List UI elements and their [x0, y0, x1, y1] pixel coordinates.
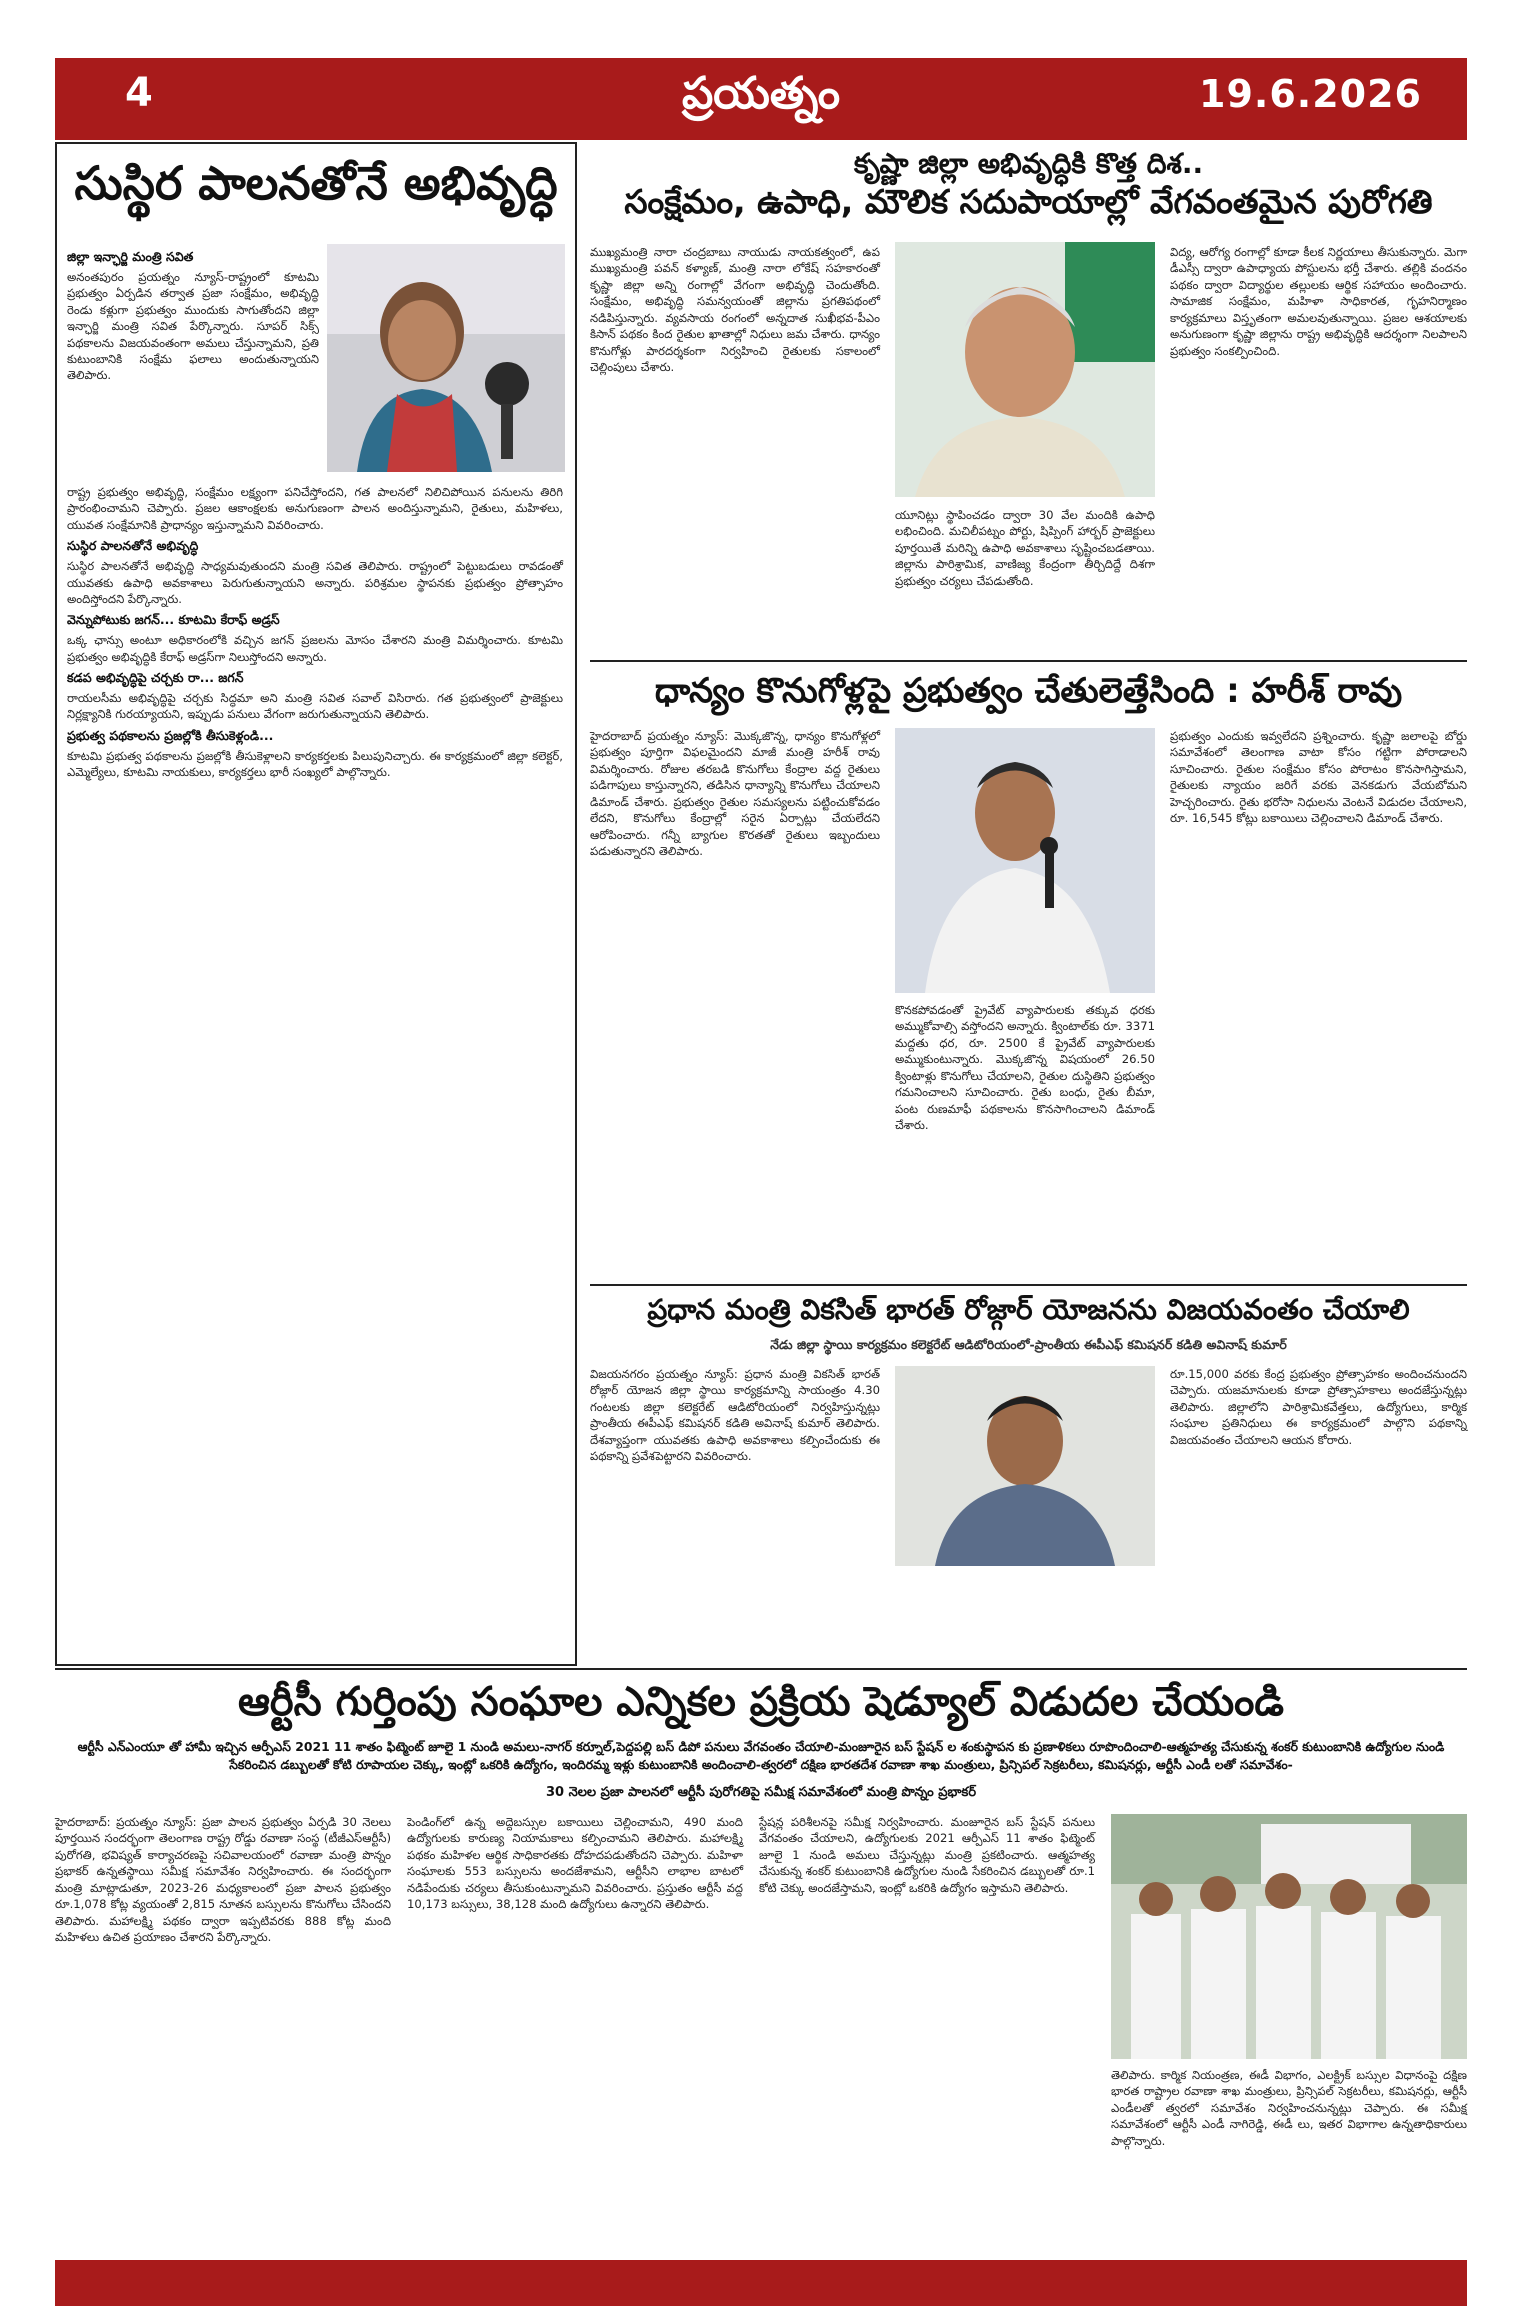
- article-column: ప్రభుత్వం ఎందుకు ఇవ్వలేదని ప్రశ్నించారు. కృష్ణా జలాలపై బోర్డు సమావేశంలో తెలంగాణ వాటా కోసం గట్టిగా పోరాడాలని సూచించారు. రైతుల సంక్షేమం కోసం పోరాటం కొనసాగిస్తామని, రైతులకు న్యాయం జరిగే వరకు వెనకడుగు వేయబోమని హెచ్చరించారు. రైతు భరోసా నిధులను వెంటనే విడుదల చేయాలని, రూ. 16,545 కోట్లు బకాయిలు చెల్లించాలని డిమాండ్ చేశారు.: [1170, 729, 1467, 826]
- article-column: తెలిపారు. కార్మిక నియంత్రణ, ఈడీ విభాగం, ఎలక్ట్రిక్ బస్సుల విధానంపై దక్షిణ భారత రాష్ట్రాల రవాణా శాఖ మంత్రులు, ప్రిన్సిపల్ సెక్రటరీలు, కమిషనర్లు, ఆర్టీసీ ఎండీలతో త్వరలో సమావేశం నిర్వహించనున్నట్లు చెప్పారు. ఈ సమీక్ష సమావేశంలో ఆర్టీసీ ఎండీ నాగిరెడ్డి, ఈడీ లు, ఇతర విభాగాల ఉన్నతాధికారులు పాల్గొన్నారు.: [1111, 2068, 1467, 2148]
- article-column: కొనకపోవడంతో ప్రైవేట్ వ్యాపారులకు తక్కువ ధరకు అమ్ముకోవాల్సి వస్తోందని అన్నారు. క్వింటాల్‌కు రూ. 3371 మద్దతు ధర, రూ. 2500 కే ప్రైవేట్ వ్యాపారులకు అమ్ముకుంటున్నారు. మొక్కజొన్న విషయంలో 26.50 క్వింటాళ్లు కొనుగోలు చేయాలని, రైతుల దుస్థితిని ప్రభుత్వం గమనించాలని సూచించారు. రైతు బంధు, రైతు బీమా, పంట రుణమాఫీ పథకాలను కొనసాగించాలని డిమాండ్ చేశారు.: [895, 1003, 1155, 1133]
- article-savitha: [55, 142, 577, 1666]
- article-headline: ధాన్యం కొనుగోళ్లపై ప్రభుత్వం చేతులెత్తేసింది : హరీశ్ రావు: [654, 671, 1403, 711]
- paragraph: రాష్ట్ర ప్రభుత్వం అభివృద్ధి, సంక్షేమం లక్ష్యంగా పనిచేస్తోందని, గత పాలనలో నిలిచిపోయిన పనులను తిరిగి ప్రారంభించామని చెప్పారు. ప్రజల ఆకాంక్షలకు అనుగుణంగా పాలన అందిస్తున్నామని, రైతులు, మహిళలు, యువత సంక్షేమానికి ప్రాధాన్యం ఇస్తున్నామని వివరించారు.: [67, 485, 563, 532]
- paragraph: ఒక్క ఛాన్సు అంటూ అధికారంలోకి వచ్చిన జగన్ ప్రజలను మోసం చేశారని మంత్రి విమర్శించారు. కూటమి ప్రభుత్వం అభివృద్ధికి కేరాఫ్ అడ్రస్‌గా నిలుస్తోందని అన్నారు.: [67, 633, 563, 664]
- paragraph: అనంతపురం ప్రయత్నం న్యూస్-రాష్ట్రంలో కూటమి ప్రభుత్వం ఏర్పడిన తర్వాత ప్రజా సంక్షేమం, అభివృద్ధి రెండు కళ్లుగా ప్రభుత్వం ముందుకు సాగుతోందని జిల్లా ఇన్ఛార్జి మంత్రి సవిత పేర్కొన్నారు. సూపర్ సిక్స్ పథకాలను విజయవంతంగా అమలు చేస్తున్నామని, ప్రతి కుటుంబానికి సంక్షేమ ఫలాలు అందుతున్నాయని తెలిపారు.: [67, 269, 319, 383]
- article-headline: ప్రధాన మంత్రి వికసిత్ భారత్ రోజ్గార్ యోజనను విజయవంతం చేయాలి: [647, 1293, 1410, 1326]
- article-column: హైదరాబాద్: ప్రయత్నం న్యూస్: ప్రజా పాలన ప్రభుత్వం ఏర్పడి 30 నెలలు పూర్తయిన సందర్భంగా తెలంగాణ రాష్ట్ర రోడ్డు రవాణా సంస్థ (టీజీఎస్ఆర్టీసీ) పురోగతి, భవిష్యత్ కార్యాచరణపై సచివాలయంలో రవాణా మంత్రి పొన్నం ప్రభాకర్ ఉన్నతస్థాయి సమీక్ష సమావేశం నిర్వహించారు. ఈ సందర్భంగా మంత్రి మాట్లాడుతూ, 2023-26 మధ్యకాలంలో ప్రజా పాలన ప్రభుత్వం రూ.1,078 కోట్ల వ్యయంతో 2,815 నూతన బస్సులను కొనుగోలు చేసిందని తెలిపారు. మహాలక్ష్మి పథకం ద్వారా ఇప్పటివరకు 888 కోట్ల మంది మహిళలు ఉచిత ప్రయాణం చేశారని పేర్కొన్నారు.: [55, 1815, 391, 1945]
- subhead: కడప అభివృద్ధిపై చర్చకు రా... జగన్: [67, 670, 244, 686]
- minister-photo: [327, 244, 565, 472]
- subhead: వెన్నుపోటుకు జగన్... కూటమి కేరాఫ్ అడ్రస్: [67, 612, 280, 628]
- divider: [590, 660, 1467, 662]
- commissioner-photo: [895, 1366, 1155, 1566]
- subhead: సుస్థిర పాలనతోనే అభివృద్ధి: [67, 538, 199, 554]
- page-number: 4: [125, 70, 153, 116]
- article-column: హైదరాబాద్ ప్రయత్నం న్యూస్: మొక్కజొన్న, ధాన్యం కొనుగోళ్లలో ప్రభుత్వం పూర్తిగా విఫలమైందని మాజీ మంత్రి హరీశ్ రావు విమర్శించారు. రోజుల తరబడి కొనుగోలు కేంద్రాల వద్ద రైతులు పడిగాపులు కాస్తున్నారని, తడిసిన ధాన్యాన్ని కొనుగోలు చేయాలని డిమాండ్ చేశారు. ప్రభుత్వం రైతుల సమస్యలను పట్టించుకోవడం లేదని, కొనుగోలు కేంద్రాల్లో సరైన ఏర్పాట్లు చేయలేదని ఆరోపించారు. గన్నీ బ్యాగుల కొరతతో రైతులు ఇబ్బందులు పడుతున్నారని తెలిపారు.: [590, 729, 880, 859]
- paragraph: రాయలసీమ అభివృద్ధిపై చర్చకు సిద్ధమా అని మంత్రి సవిత సవాల్ విసిరారు. గత ప్రభుత్వంలో ప్రాజెక్టులు నిర్లక్ష్యానికి గురయ్యాయని, ఇప్పుడు పనులు వేగంగా జరుగుతున్నాయని తెలిపారు.: [67, 690, 563, 722]
- subhead: ప్రభుత్వ పథకాలను ప్రజల్లోకి తీసుకెళ్లండి...: [67, 727, 274, 743]
- paragraph: సుస్థిర పాలనతోనే అభివృద్ధి సాధ్యమవుతుందని మంత్రి సవిత తెలిపారు. రాష్ట్రంలో పెట్టుబడులు రావడంతో యువతకు ఉపాధి అవకాశాలు పెరుగుతున్నాయని అన్నారు. పరిశ్రమల స్థాపనకు ప్రభుత్వం ప్రోత్సాహం అందిస్తోందని పేర్కొన్నారు.: [67, 559, 563, 607]
- article-column: స్టేషన్ల పరిశీలనపై సమీక్ష నిర్వహించారు. మంజూరైన బస్ స్టేషన్ పనులు వేగవంతం చేయాలని, ఉద్యోగులకు 2021 ఆర్పీఎస్ 11 శాతం ఫిట్మెంట్ జూలై 1 నుండి అమలు చేస్తున్నట్లు మంత్రి ప్రకటించారు. ఆత్మహత్య చేసుకున్న శంకర్ కుటుంబానికి ఉద్యోగుల నుండి సేకరించిన డబ్బులతో రూ.1 కోటి చెక్కు అందజేస్తామని, ఇంట్లో ఒకరికి ఉద్యోగం ఇస్తామని తెలిపారు.: [759, 1815, 1095, 1895]
- article-headline: సంక్షేమం, ఉపాధి, మౌలిక సదుపాయాల్లో వేగవంతమైన పురోగతి: [624, 182, 1433, 221]
- article-rozgar-yojana: [590, 1290, 1467, 1662]
- byline: జిల్లా ఇన్ఛార్జి మంత్రి సవిత: [67, 249, 194, 264]
- article-kicker: కృష్ణా జిల్లా అభివృద్ధికి కొత్త దిశ..: [853, 147, 1204, 180]
- review-meeting-photo: [1111, 1814, 1467, 2059]
- article-rtc-elections: [55, 1674, 1467, 2258]
- article-column: రూ.15,000 వరకు కేంద్ర ప్రభుత్వం ప్రోత్సాహకం అందించనుందని చెప్పారు. యజమానులకు కూడా ప్రోత్సాహకాలు అందజేస్తున్నట్లు తెలిపారు. జిల్లాలోని పారిశ్రామికవేత్తలు, ఉద్యోగులు, కార్మిక సంఘాల ప్రతినిధులు ఈ కార్యక్రమంలో పాల్గొని పథకాన్ని విజయవంతం చేయాలని ఆయన కోరారు.: [1170, 1367, 1467, 1447]
- article-headline: ఆర్టీసీ గుర్తింపు సంఘాల ఎన్నికల ప్రక్రియ షెడ్యూల్ విడుదల చేయండి: [237, 1679, 1285, 1725]
- article-headline: సుస్థిర పాలనతోనే అభివృద్ధి: [74, 156, 558, 210]
- article-column: విద్య, ఆరోగ్య రంగాల్లో కూడా కీలక నిర్ణయాలు తీసుకున్నారు. మెగా డీఎస్సీ ద్వారా ఉపాధ్యాయ పోస్టులను భర్తీ చేశారు. తల్లికి వందనం పథకం ద్వారా విద్యార్థుల తల్లులకు ఆర్థిక సహాయం అందించారు. సామాజిక సంక్షేమం, మహిళా సాధికారత, గృహనిర్మాణం కార్యక్రమాలు విస్తృతంగా అమలవుతున్నాయి. ప్రజల ఆశయాలకు అనుగుణంగా కృష్ణా జిల్లాను రాష్ట్ర అభివృద్ధికి ఆదర్శంగా నిలపాలని ప్రభుత్వం సంకల్పించింది.: [1170, 245, 1467, 358]
- divider: [590, 1284, 1467, 1286]
- article-harish-rao: [590, 666, 1467, 1281]
- article-column: పెండింగ్‌లో ఉన్న అద్దెబస్సుల బకాయిలు చెల్లించామని, 490 మంది ఉద్యోగులకు కారుణ్య నియామకాలు కల్పించామని తెలిపారు. మహాలక్ష్మి పథకం మహిళల ఆర్థిక సాధికారతకు దోహదపడుతోందని చెప్పారు. మహిళా సంఘాలకు 553 బస్సులను అందజేశామని, ఆర్టీసీని లాభాల బాటలో నడిపేందుకు చర్యలు తీసుకుంటున్నామని వివరించారు. ప్రస్తుతం ఆర్టీసీ వద్ద 10,173 బస్సులు, 38,128 మంది ఉద్యోగులు ఉన్నారని తెలిపారు.: [407, 1815, 743, 1912]
- harish-rao-photo: [895, 728, 1155, 993]
- masthead: [55, 58, 1467, 140]
- article-krishna: [590, 142, 1467, 657]
- article-deck: నేడు జిల్లా స్థాయి కార్యక్రమం కలెక్టరేట్ ఆడిటోరియంలో-ప్రాంతీయ ఈపీఎఫ్ కమిషనర్ కడితి అవినాష్ కుమార్: [770, 1337, 1287, 1352]
- chief-minister-photo: [895, 242, 1155, 497]
- article-deck: ఆర్టీసీ ఎన్ఎంయూ తో హామీ ఇచ్చిన ఆర్పీఎస్ 2021 11 శాతం ఫిట్మెంట్ జూలై 1 నుండి అమలు-నాగర్ కర్నూల్,పెద్దపల్లి బస్ డిపో పనులు వేగవంతం చేయాలి-మంజూరైన బస్ స్టేషన్ ల శంకుస్థాపన కు ప్రణాళికలు రూపొందించాలి-ఆత్మహత్య చేసుకున్న శంకర్ కుటుంబానికి ఉద్యోగుల నుండి సేకరించిన డబ్బులతో కోటి రూపాయల చెక్కు, ఇంట్లో ఒకరికి ఉద్యోగం, ఇందిరమ్మ ఇళ్లు కుటుంబానికి అందించాలి-త్వరలో దక్షిణ భారతదేశ రవాణా శాఖ మంత్రులు, ప్రిన్సిపల్ సెక్రటరీలు, కమిషనర్లు, ఆర్టీసీ ఎండీ లతో సమావేశం-: [77, 1739, 1445, 1772]
- footer-strip: [55, 2260, 1467, 2306]
- article-column: ముఖ్యమంత్రి నారా చంద్రబాబు నాయుడు నాయకత్వంలో, ఉప ముఖ్యమంత్రి పవన్ కళ్యాణ్, మంత్రి నారా లోకేష్ సహకారంతో కృష్ణా జిల్లా అన్ని రంగాల్లో వేగంగా అభివృద్ధి చెందుతోంది. సంక్షేమం, అభివృద్ధి సమన్వయంతో జిల్లాను ప్రగతిపథంలో నడిపిస్తున్నారు. వ్యవసాయ రంగంలో అన్నదాత సుఖీభవ-పీఎం కిసాన్ పథకం కింద రైతుల ఖాతాల్లో నిధులు జమ చేశారు. ధాన్యం కొనుగోళ్లు పారదర్శకంగా నిర్వహించి రైతులకు సకాలంలో చెల్లింపులు చేశారు.: [590, 245, 880, 375]
- article-column: యూనిట్లు స్థాపించడం ద్వారా 30 వేల మందికి ఉపాధి లభించింది. మచిలీపట్నం పోర్టు, షిప్పింగ్ హార్బర్ ప్రాజెక్టులు పూర్తయితే మరిన్ని ఉపాధి అవకాశాలు సృష్టించబడతాయి. జిల్లాను పారిశ్రామిక, వాణిజ్య కేంద్రంగా తీర్చిదిద్దే దిశగా ప్రభుత్వం చర్యలు చేపడుతోంది.: [895, 508, 1155, 588]
- article-column: విజయనగరం ప్రయత్నం న్యూస్: ప్రధాన మంత్రి వికసిత్ భారత్ రోజ్గార్ యోజన జిల్లా స్థాయి కార్యక్రమాన్ని సాయంత్రం 4.30 గంటలకు జిల్లా కలెక్టరేట్ ఆడిటోరియంలో నిర్వహిస్తున్నట్లు ప్రాంతీయ ఈపీఎఫ్ కమిషనర్ కడితి అవినాష్ కుమార్ తెలిపారు. దేశవ్యాప్తంగా యువతకు ఉపాధి అవకాశాలు కల్పించేందుకు ఈ పథకాన్ని ప్రవేశపెట్టారని వివరించారు.: [590, 1367, 880, 1464]
- paper-name: ప్రయత్నం: [681, 68, 841, 119]
- divider: [55, 1668, 1467, 1670]
- issue-date: 19.6.2026: [1199, 72, 1422, 116]
- paragraph: కూటమి ప్రభుత్వ పథకాలను ప్రజల్లోకి తీసుకెళ్లాలని కార్యకర్తలకు పిలుపునిచ్చారు. ఈ కార్యక్రమంలో జిల్లా కలెక్టర్, ఎమ్మెల్యేలు, కూటమి నాయకులు, కార్యకర్తలు భారీ సంఖ్యలో పాల్గొన్నారు.: [67, 748, 563, 779]
- article-deck-secondary: 30 నెలల ప్రజా పాలనలో ఆర్టీసీ పురోగతిపై సమీక్ష సమావేశంలో మంత్రి పొన్నం ప్రభాకర్: [545, 1785, 977, 1800]
